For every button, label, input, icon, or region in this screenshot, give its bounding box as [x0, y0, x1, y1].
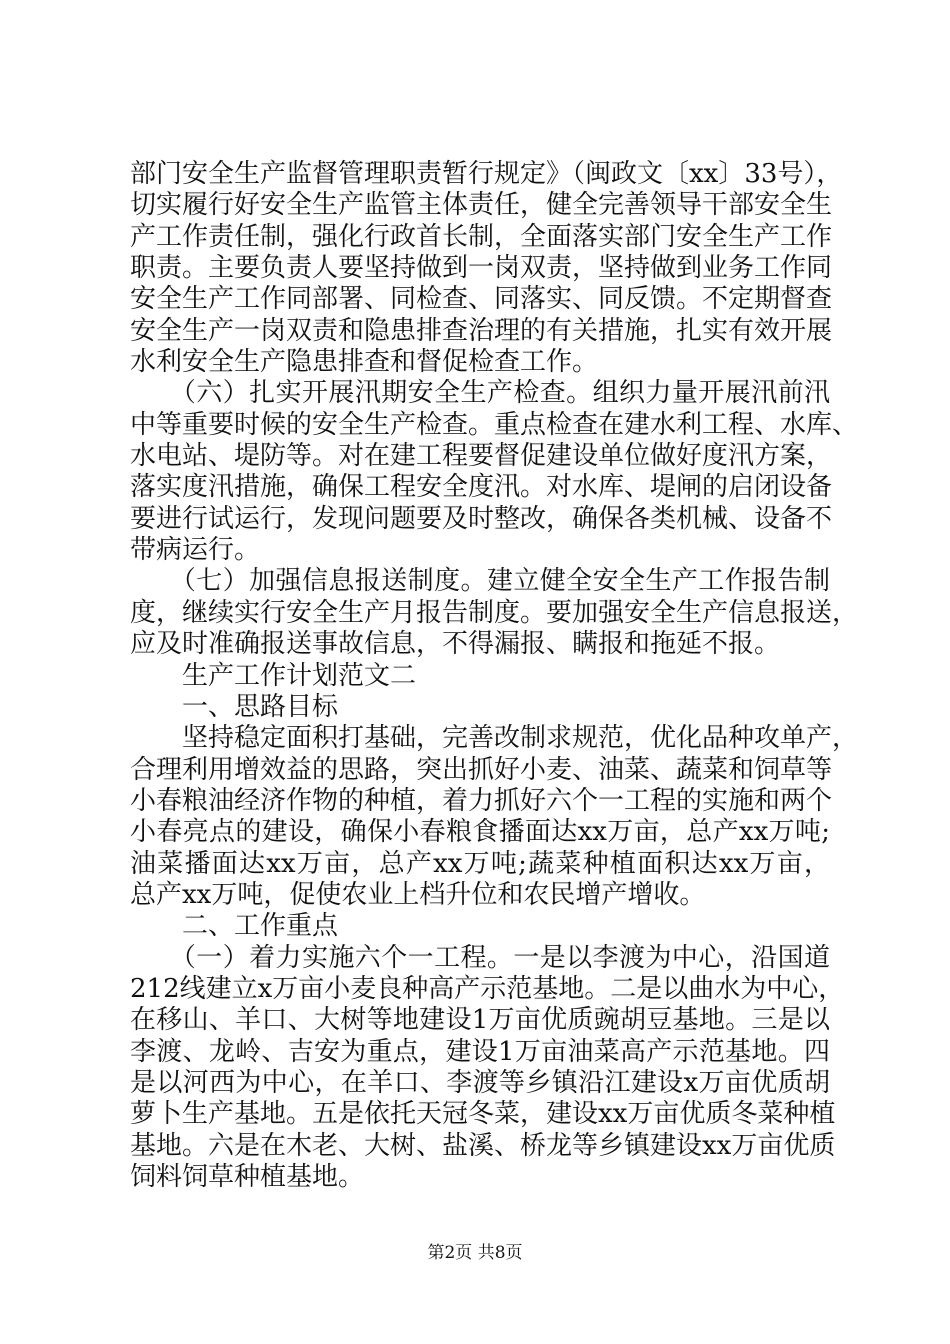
text-line: 中等重要时候的安全生产检查。重点检查在建水利工程、水库、 — [130, 409, 859, 440]
page-number-footer: 第2页 共8页 — [427, 1243, 523, 1263]
text-line: 李渡、龙岭、吉安为重点，建设1万亩油菜高产示范基地。四 — [130, 1036, 830, 1067]
text-line: 油菜播面达xx万亩，总产xx万吨;蔬菜种植面积达xx万亩， — [130, 848, 830, 879]
text-line: 带病运行。 — [130, 535, 261, 566]
text-line: 小春亮点的建设，确保小春粮食播面达xx万亩，总产xx万吨; — [130, 817, 830, 848]
text-line: 部门安全生产监督管理职责暂行规定》（闽政文〔xx〕33号）， — [130, 159, 843, 189]
text-line: 安全生产一岗双责和隐患排查治理的有关措施，扎实有效开展 — [130, 315, 833, 346]
text-line: 基地。六是在木老、大树、盐溪、桥龙等乡镇建设xx万亩优质 — [130, 1130, 836, 1161]
text-line: 总产xx万吨，促使农业上档升位和农民增产增收。 — [130, 879, 706, 910]
text-line: 212线建立x万亩小麦良种高产示范基地。二是以曲水为中心， — [130, 973, 845, 1004]
text-line: 是以河西为中心，在羊口、李渡等乡镇沿江建设x万亩优质胡 — [130, 1067, 830, 1098]
text-line: 应及时准确报送事故信息，不得漏报、瞒报和拖延不报。 — [130, 629, 781, 660]
text-line: 落实度汛措施，确保工程安全度汛。对水库、堤闸的启闭设备 — [130, 472, 833, 503]
section-heading: 二、工作重点 — [130, 911, 339, 942]
section-heading: 一、思路目标 — [130, 691, 339, 722]
text-line: 度，继续实行安全生产月报告制度。要加强安全生产信息报送， — [130, 597, 859, 628]
text-line: 在移山、羊口、大树等地建设1万亩优质豌胡豆基地。三是以 — [130, 1005, 830, 1036]
text-line: 小春粮油经济作物的种植，着力抓好六个一工程的实施和两个 — [130, 785, 833, 816]
text-line: （六）扎实开展汛期安全生产检查。组织力量开展汛前汛 — [130, 378, 830, 409]
text-line: 萝卜生产基地。五是依托天冠冬菜，建设xx万亩优质冬菜种植 — [130, 1099, 836, 1130]
text-line: 水利安全生产隐患排查和督促检查工作。 — [130, 347, 599, 378]
text-line: （七）加强信息报送制度。建立健全安全生产工作报告制 — [130, 566, 830, 597]
text-line: （一）着力实施六个一工程。一是以李渡为中心，沿国道 — [130, 942, 830, 973]
text-line: 职责。主要负责人要坚持做到一岗双责，坚持做到业务工作同 — [130, 253, 833, 284]
text-line: 产工作责任制，强化行政首长制，全面落实部门安全生产工作 — [130, 221, 833, 252]
section-heading: 生产工作计划范文二 — [130, 660, 417, 691]
text-line: 水电站、堤防等。对在建工程要督促建设单位做好度汛方案， — [130, 441, 833, 472]
text-line: 切实履行好安全生产监管主体责任，健全完善领导干部安全生 — [130, 190, 833, 221]
text-line: 要进行试运行，发现问题要及时整改，确保各类机械、设备不 — [130, 503, 833, 534]
text-line: 坚持稳定面积打基础，完善改制求规范，优化品种攻单产， — [130, 723, 859, 754]
text-line: 安全生产工作同部署、同检查、同落实、同反馈。不定期督查 — [130, 284, 833, 315]
text-line: 合理利用增效益的思路，突出抓好小麦、油菜、蔬菜和饲草等 — [130, 754, 833, 785]
text-line: 饲料饲草种植基地。 — [130, 1162, 365, 1192]
